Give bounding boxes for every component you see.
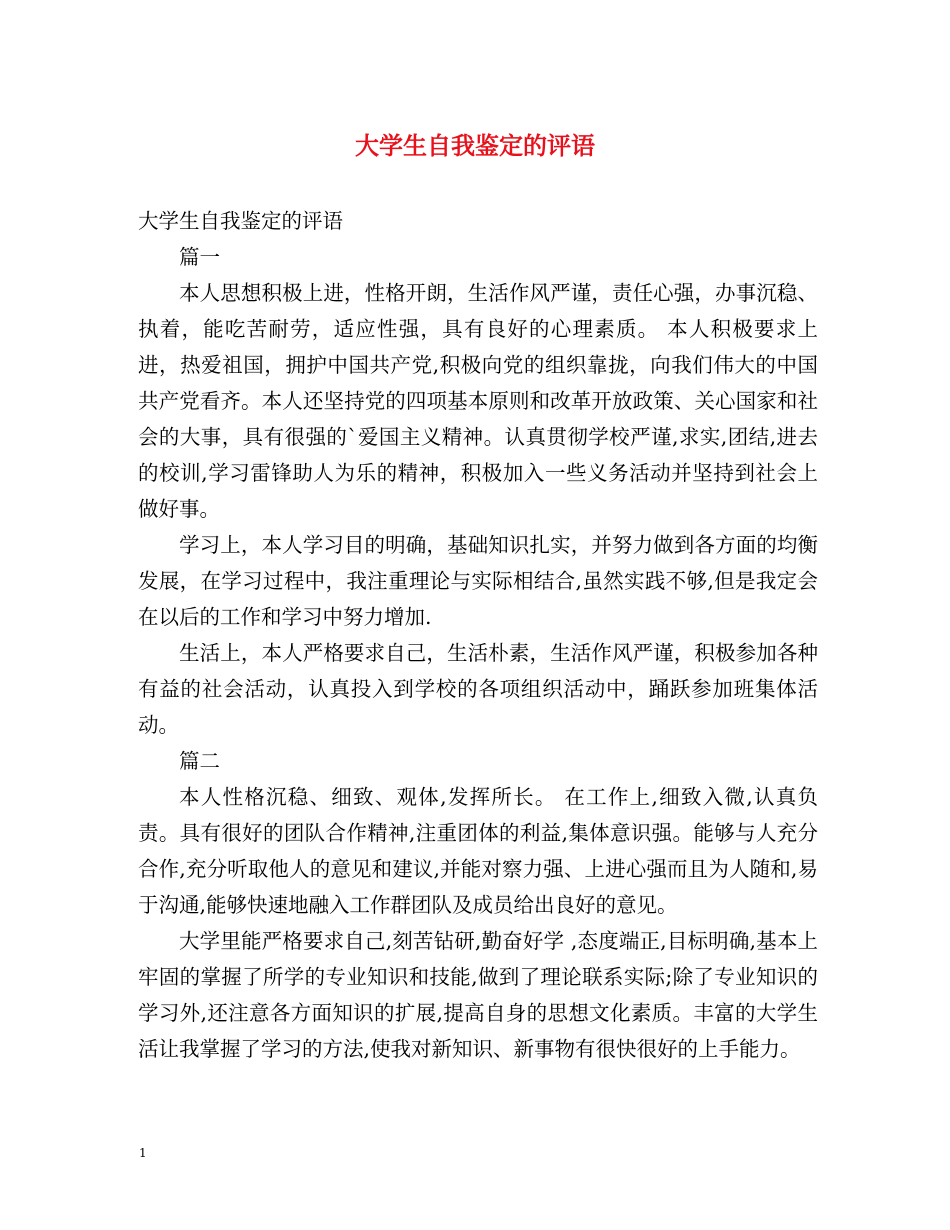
paragraph: 大学里能严格要求自己,刻苦钻研,勤奋好学 ,态度端正,目标明确,基本上牢固的掌握了所学的专业知识和技能,做到了理论联系实际;除了专业知识的学习外,还注意各方面知识的扩展,提高自身的思想文化素质。丰富的大学生活让我掌握了学习的方法,使我对新知识、新事物有很快很好的上手能力。 xyxy=(138,929,818,1061)
section-heading-two: 篇二 xyxy=(179,749,220,773)
page-number: 1 xyxy=(139,1146,147,1160)
document-body xyxy=(138,203,818,1067)
document-subtitle: 大学生自我鉴定的评语 xyxy=(138,209,343,233)
section-heading-one: 篇一 xyxy=(179,245,220,269)
paragraph: 本人思想积极上进，性格开朗，生活作风严谨，责任心强，办事沉稳、执着，能吃苦耐劳，适应性强，具有良好的心理素质。 本人积极要求上进，热爱祖国，拥护中国共产党,积极向党的组织靠拢，向我们伟大的中国共产党看齐。本人还坚持党的四项基本原则和改革开放政策、关心国家和社会的大事，具有很强的`爱国主义精神。认真贯彻学校严谨,求实,团结,进去的校训,学习雷锋助人为乐的精神，积极加入一些义务活动并坚持到社会上做好事。 xyxy=(138,281,818,521)
paragraph: 生活上，本人严格要求自己，生活朴素，生活作风严谨，积极参加各种有益的社会活动，认真投入到学校的各项组织活动中，踊跃参加班集体活动。 xyxy=(138,641,818,737)
paragraph: 学习上，本人学习目的明确，基础知识扎实，并努力做到各方面的均衡发展，在学习过程中，我注重理论与实际相结合,虽然实践不够,但是我定会在以后的工作和学习中努力增加. xyxy=(138,533,818,629)
document-title: 大学生自我鉴定的评语 xyxy=(355,131,595,160)
paragraph: 本人性格沉稳、细致、观体,发挥所长。 在工作上,细致入微,认真负责。具有很好的团队合作精神,注重团体的利益,集体意识强。能够与人充分合作,充分听取他人的意见和建议,并能对察力强、上进心强而且为人随和,易于沟通,能够快速地融入工作群团队及成员给出良好的意见。 xyxy=(138,785,818,917)
